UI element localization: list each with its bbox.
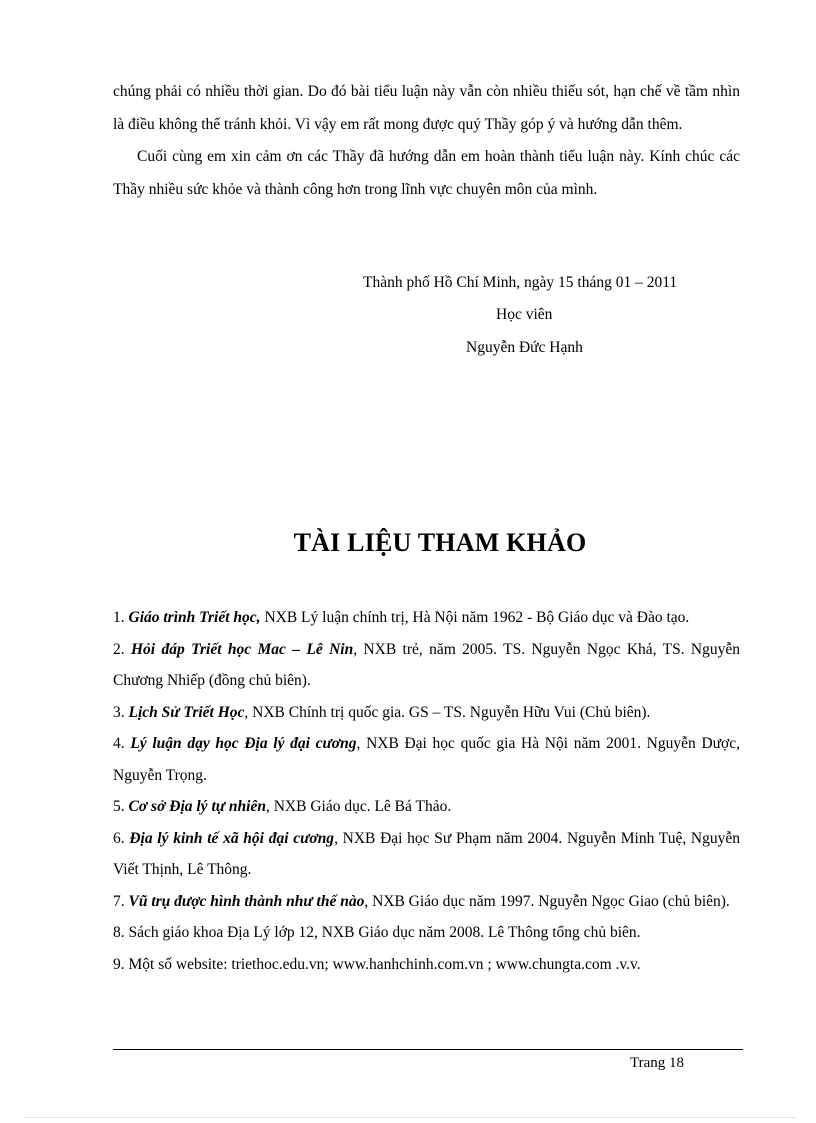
signature-name: Nguyễn Đức Hạnh [466,339,583,356]
closing-text [113,76,740,206]
page-number: Trang 18 [630,1055,685,1071]
reference-item: 4. Lý luận dạy học Địa lý đại cương, NXB Đại học quốc gia Hà Nội năm 2001. Nguyễn Dược, Nguyễn Trọng. [113,735,740,784]
signature-place-date: Thành phố Hồ Chí Minh, ngày 15 tháng 01 – 2011 [363,274,678,291]
footer-rule [113,1049,743,1050]
references-list [113,602,740,980]
references-title: TÀI LIỆU THAM KHẢO [293,528,587,557]
reference-item: 7. Vũ trụ được hình thành như thế nào, NXB Giáo dục năm 1997. Nguyễn Ngọc Giao (chủ biên). [113,892,730,910]
page-boundary [25,1117,795,1118]
paragraph-1: chúng phải có nhiều thời gian. Do đó bài tiểu luận này vẫn còn nhiều thiếu sót, hạn chế về tầm nhìn là điều không thể tránh khỏi. Vì vậy em rất mong được quý Thầy góp ý và hướng dẫn thêm. [113,83,740,133]
reference-item: 6. Địa lý kinh tế xã hội đại cương, NXB Đại học Sư Phạm năm 2004. Nguyễn Minh Tuệ, Nguyễn Viết Thịnh, Lê Thông. [113,829,740,878]
reference-item: 2. Hỏi đáp Triết học Mac – Lê Nin, NXB trẻ, năm 2005. TS. Nguyễn Ngọc Khá, TS. Nguyễn Chương Nhiếp (đồng chủ biên). [113,640,741,689]
paragraph-2: Cuối cùng em xin cảm ơn các Thầy đã hướng dẫn em hoàn thành tiểu luận này. Kính chúc các Thầy nhiều sức khỏe và thành công hơn trong lĩnh vực chuyên môn của mình. [113,148,740,198]
reference-item: 1. Giáo trình Triết học, NXB Lý luận chính trị, Hà Nội năm 1962 - Bộ Giáo dục và Đào tạo. [113,609,690,626]
signature-role: Học viên [496,306,553,323]
reference-item: 9. Một số website: triethoc.edu.vn; www.hanhchinh.com.vn ; www.chungta.com .v.v. [113,955,641,973]
reference-item: 3. Lịch Sử Triết Học, NXB Chính trị quốc gia. GS – TS. Nguyễn Hữu Vui (Chủ biên). [113,703,651,721]
reference-item: 5. Cơ sở Địa lý tự nhiên, NXB Giáo dục. Lê Bá Thảo. [113,798,452,815]
reference-item: 8. Sách giáo khoa Địa Lý lớp 12, NXB Giáo dục năm 2008. Lê Thông tổng chủ biên. [113,924,641,941]
